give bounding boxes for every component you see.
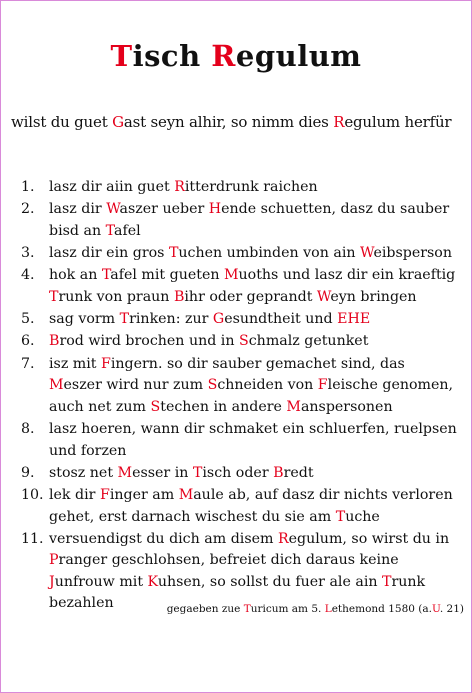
rule-red-initial: T [101, 267, 111, 284]
rule-item [21, 309, 461, 331]
rule-text-segment: ihr oder geprandt [184, 288, 317, 305]
rule-red-initial: T [119, 311, 130, 328]
rule-text [49, 199, 461, 242]
rule-red-initial: T [105, 222, 114, 239]
rule-red-initial: EHE [337, 311, 371, 328]
rule-item [21, 485, 461, 528]
rule-number: 8. [21, 421, 35, 438]
rule-text-segment: aszer ueber [119, 201, 209, 218]
rule-text-segment: isch oder [202, 464, 274, 481]
rule-red-initial: R [277, 530, 289, 547]
rule-text-segment: uche [345, 508, 380, 525]
rule-text [49, 331, 461, 353]
rule-item [21, 199, 461, 242]
rule-text-segment: rod wird brochen und in [59, 333, 239, 350]
intro-text-c: ast seyn alhir, so nimm dies [123, 113, 334, 131]
rule-text-segment: stosz net [49, 464, 118, 481]
rule-text [49, 309, 461, 331]
rule-red-initial: F [99, 487, 110, 504]
rule-red-initial: R [174, 179, 185, 195]
rule-text-segment: techen in andere [160, 398, 287, 415]
rule-red-initial: B [273, 464, 284, 481]
rule-text-segment: afel [113, 222, 141, 239]
rule-text-segment: itterdrunk raichen [184, 179, 318, 195]
rule-red-initial: W [360, 245, 374, 262]
rule-red-initial: S [239, 333, 249, 350]
rule-number: 6. [21, 333, 35, 350]
rule-text [49, 463, 461, 485]
rule-text-segment: runk von praun [58, 288, 174, 305]
rule-text-segment: lasz dir aiin guet [49, 179, 175, 195]
rule-text-segment: aule ab, auf dasz dir nichts verloren gehet, erst darnach wischest du sie am [49, 487, 453, 525]
title-initial-r: R [211, 39, 236, 73]
footer-text-g: . 21) [439, 603, 464, 615]
rule-item [21, 331, 461, 353]
intro-initial-g: G [112, 113, 124, 131]
rule-number: 5. [21, 311, 35, 328]
rule-text-segment: leische genomen, auch net zum [49, 377, 454, 415]
rule-text-segment: chneiden von [217, 377, 318, 394]
rule-text-segment: afel mit gueten [110, 267, 224, 284]
rule-item [21, 265, 461, 308]
rule-text-segment: inger am [109, 487, 179, 504]
rule-red-initial: M [286, 398, 301, 415]
rule-red-initial: M [178, 487, 194, 504]
footer-initial-l: L [324, 603, 332, 615]
rule-red-initial: B [173, 288, 185, 305]
rule-text [49, 265, 461, 308]
rule-text-segment: esser in [132, 464, 193, 481]
rule-item [21, 419, 461, 462]
intro-text-a: wilst du guet [11, 113, 113, 131]
rule-red-initial: P [49, 552, 59, 569]
rule-red-initial: T [192, 464, 203, 481]
rule-red-initial: W [106, 201, 120, 218]
footer-text-c: uricum am 5. [250, 603, 325, 615]
footer-initial-t: T [243, 603, 251, 615]
rule-red-initial: S [207, 377, 218, 394]
rule-text-segment: uchen umbinden von ain [178, 245, 361, 262]
rule-item [21, 177, 461, 199]
rule-text-segment: rinken: zur [129, 311, 213, 328]
rule-text-segment: ende schuetten, dasz du sauber bisd an [49, 201, 450, 239]
intro-text-e: egulum herfür [344, 113, 452, 131]
rule-red-initial: F [317, 377, 328, 394]
rule-number: 9. [21, 464, 35, 481]
rule-text [49, 243, 461, 265]
footer-text-a: gegaeben zue [166, 603, 244, 615]
footer-text-e: ethemond 1580 (a. [331, 603, 432, 615]
title-text-2: egulum [235, 39, 362, 73]
title-text-1: isch [132, 39, 212, 73]
title-initial-t: T [110, 39, 133, 73]
rule-item [21, 243, 461, 265]
rule-red-initial: G [212, 311, 225, 328]
rule-red-initial: T [382, 573, 392, 590]
rule-text-segment: isz mit [49, 355, 102, 372]
page-title [1, 39, 471, 73]
rule-text-segment: runk bezahlen [49, 573, 426, 612]
rule-text-segment: unfrouw mit [54, 573, 148, 590]
rule-red-initial: K [147, 573, 158, 590]
rule-text-segment: esundtheit und [224, 311, 338, 328]
rule-text-segment: ingern. so dir sauber gemachet sind, das [110, 355, 405, 372]
rule-text-segment: lasz hoeren, wann dir schmaket ein schluerfen, ruelpsen und forzen [49, 421, 457, 459]
rule-text [49, 419, 461, 462]
rule-text-segment: ranger geschlohsen, befreiet dich daraus keine [58, 552, 399, 569]
rule-text [49, 177, 461, 199]
rule-item [21, 354, 461, 419]
rule-red-initial: M [224, 267, 239, 284]
rule-text-segment: redt [283, 464, 314, 481]
rule-text-segment: chmalz getunket [248, 333, 369, 350]
rule-text [49, 485, 461, 528]
rule-red-initial: M [49, 377, 64, 394]
rule-item [21, 463, 461, 485]
rule-red-initial: M [117, 464, 133, 481]
rule-red-initial: T [335, 508, 346, 525]
rule-text-segment: eszer wird nur zum [63, 377, 208, 394]
rule-text-segment: lasz dir [49, 201, 107, 218]
rule-number: 3. [21, 245, 35, 262]
rule-red-initial: W [316, 288, 331, 305]
rule-number: 4. [21, 267, 35, 284]
rule-text-segment: versuendigst du dich am disem [49, 530, 278, 547]
rule-red-initial: F [101, 355, 111, 372]
rule-text-segment: eibsperson [373, 245, 452, 262]
rule-text-segment: eyn bringen [330, 288, 417, 305]
rule-red-initial: J [49, 573, 55, 590]
rule-red-initial: B [49, 333, 60, 350]
footer-initial-u: U [431, 603, 440, 615]
rule-red-initial: S [150, 398, 161, 415]
rule-number: 2. [21, 201, 35, 218]
rule-text-segment: lek dir [49, 487, 100, 504]
rule-text-segment: lasz dir ein gros [49, 245, 169, 262]
footer-dateline [167, 603, 464, 615]
rule-text-segment: uoths und lasz dir ein kraeftig [238, 267, 456, 284]
rule-number: 1. [21, 179, 35, 195]
rule-red-initial: H [208, 201, 222, 218]
rule-number: 10. [21, 487, 44, 504]
rule-text-segment: sag vorm [49, 311, 120, 328]
intro-initial-r: R [333, 113, 345, 131]
rule-red-initial: T [168, 245, 179, 262]
intro-line [11, 113, 467, 131]
rule-red-initial: T [49, 288, 59, 305]
rule-number: 11. [21, 530, 44, 547]
rule-number: 7. [21, 355, 35, 372]
rule-text [49, 354, 461, 419]
rule-text-segment: egulum, so wirst du in [288, 530, 450, 547]
rule-text-segment: anspersonen [300, 398, 393, 415]
rule-text-segment: hok an [49, 267, 102, 284]
rules-list [21, 177, 461, 616]
rule-text-segment: uhsen, so sollst du fuer ale ain [157, 573, 383, 590]
